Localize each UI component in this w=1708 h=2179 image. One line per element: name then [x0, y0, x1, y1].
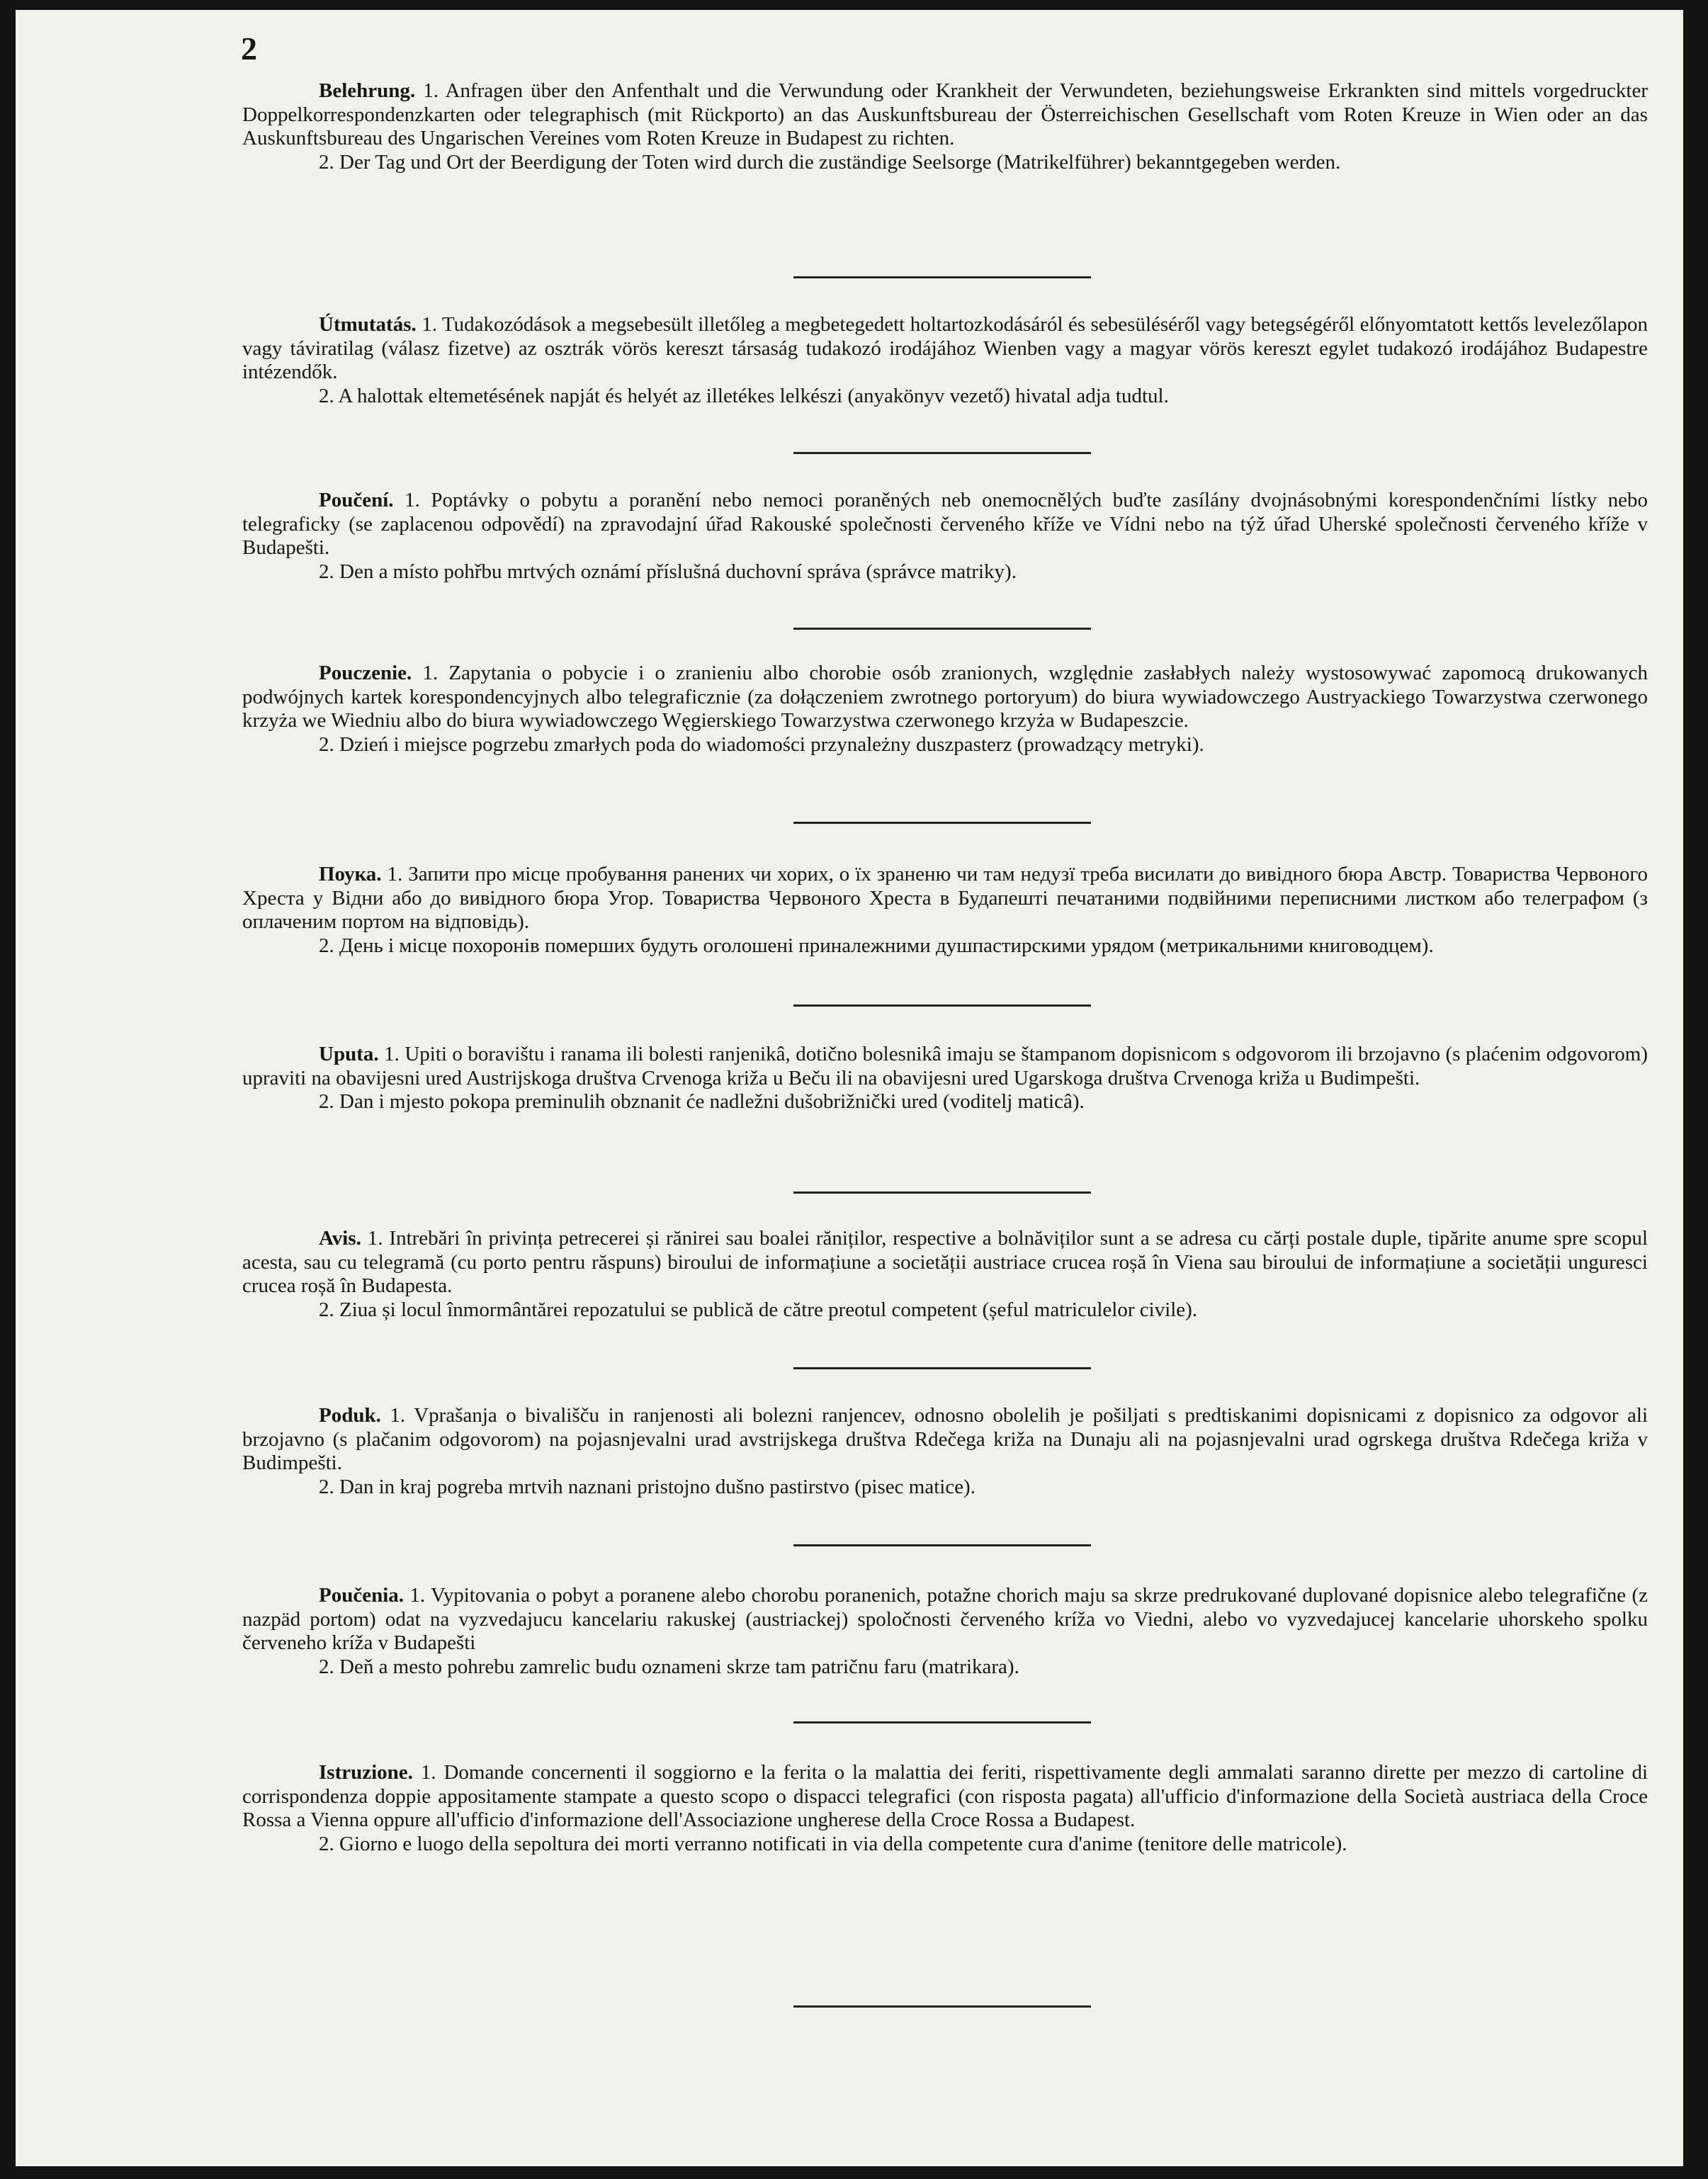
paragraph-1-text: 1. Intrebări în privința petrecerei și rănirei sau boalei răniților, respective a bolnăviților sunt a se adresa cu cărți postale duple, tipărite anume spre scopul acesta, sau cu telegramă (cu porto pentru răspuns) biroului de informațiune a societății austriace crucea roșă în Viena sau biroului de informațiune a societății ungurescі crucea roșă în Budapesta. — [242, 1227, 1648, 1297]
paragraph-2: 2. Dan i mjesto pokopa preminulih obznanit će nadležni dušobrižnički ured (voditelj maticâ). — [319, 1090, 1085, 1113]
paragraph-1 — [242, 1227, 1648, 1298]
page-number: 2 — [241, 30, 257, 67]
section-heading: Istruzione. — [319, 1761, 413, 1784]
paragraph-1-text: 1. Vypitovania o pobyt a poranene alebo chorobu poranenich, potažne chorich maju sa skrze predrukované duplované dopisnice alebo telegrafične (z nazpäd portom) odat na vyzvedajucu kancelariu rakuskej (austriackej) spoločnosti červeného kríža vo Viedni, alebo vo vyzvedajucej kancelarie uhorskeho spolku červeneho kríža v Budapešti — [242, 1584, 1648, 1654]
section-divider — [793, 1544, 1091, 1546]
section-heading: Belehrung. — [319, 79, 416, 102]
section-divider — [793, 1721, 1091, 1724]
section-divider — [793, 2005, 1091, 2008]
paragraph-1 — [242, 1584, 1648, 1656]
section-romanian — [242, 1227, 1648, 1322]
section-polish — [242, 662, 1648, 757]
paragraph-1 — [242, 662, 1648, 733]
section-heading: Uputa. — [319, 1043, 379, 1065]
section-slovak — [242, 1584, 1648, 1679]
paragraph-2: 2. Giorno e luogo della sepoltura dei morti verranno notificati in via della competente cura d'anime (tenitore delle matricole). — [319, 1832, 1347, 1855]
paragraph-1-text: 1. Domande concernenti il soggiorno e la ferita o la malattia dei feriti, rispettivamente degli ammalati saranno dirette per mezzo di cartoline di corrispondenza doppie appositamente stampate a questo scopo o dispacci telegrafici (con risposta pagata) all'ufficio d'informazione della Società austriaca della Croce Rossa a Vienna oppure all'ufficio d'informazione dell'Associazione ungherese della Croce Rossa a Budapest. — [242, 1761, 1648, 1831]
paragraph-1-text: 1. Tudakozódások a megsebesült illetőleg a megbetegedett holtartozkodásáról és sebesüléséről vagy betegségéről előnyomtatott kettős levelezőlapon vagy táviratilag (válasz fizetve) az osztrák vörös kereszt társaság tudakozó irodájához Wienben vagy a magyar vörös kereszt egylet tudakozó irodájához Budapestre intézendők. — [242, 313, 1648, 383]
section-heading: Поука. — [319, 863, 382, 885]
paragraph-1-text: 1. Upiti o boravištu i ranama ili bolesti ranjenikâ, dotično bolesnikâ imaju se štampanom dopisnicom s odgovorom ili brzojavno (s plaćenim odgovorom) upraviti na obavijesni ured Austrijskoga društva Crvenoga križa u Beču ili na obavijesni ured Ugarskoga društva Crvenoga križa u Budimpešti. — [242, 1043, 1648, 1090]
paragraph-1 — [242, 79, 1648, 151]
section-heading: Pouczenie. — [319, 662, 412, 684]
section-hungarian — [242, 313, 1648, 408]
section-divider — [793, 822, 1091, 824]
paragraph-1 — [242, 1043, 1648, 1090]
paragraph-2: 2. Den a místo pohřbu mrtvých oznámí příslušná duchovní správa (správce matriky). — [319, 560, 1017, 583]
paragraph-1 — [242, 863, 1648, 934]
paragraph-1-text: 1. Anfragen über den Anfenthalt und die Verwundung oder Krankheit der Verwundeten, beziehungsweise Erkrankten sind mittels vorgedruckter Doppelkorrespondenzkarten oder telegraphisch (mit Rückporto) an das Auskunftsbureau der Österreichischen Gesellschaft vom Roten Kreuze in Wien oder an das Auskunftsbureau des Ungarischen Vereines vom Roten Kreuze in Budapest zu richten. — [242, 79, 1648, 149]
section-german — [242, 79, 1648, 174]
section-italian — [242, 1761, 1648, 1856]
section-divider — [793, 1192, 1091, 1194]
paragraph-1 — [242, 1761, 1648, 1833]
section-heading: Poučenia. — [319, 1584, 405, 1607]
section-ukrainian — [242, 863, 1648, 958]
paragraph-2: 2. Ziua și locul înmormântărei repozatului se publică de către preotul competent (șeful matriculelor civile). — [319, 1298, 1198, 1321]
paragraph-2: 2. A halottak eltemetésének napját és helyét az illetékes lelkészi (anyakönyv vezető) hivatal adja tudtul. — [319, 384, 1169, 407]
section-slovene — [242, 1404, 1648, 1499]
paragraph-1-text: 1. Запити про місце пробування ранених чи хорих, о їх зраненю чи там недузї треба висилати до вивідного бюра Австр. Товариства Червоного Хреста у Відни або до вивідного бюра Угор. Товариства Червоного Хреста в Будапешті печатаними подвійними переписними листком або телеграфом (з оплаченим портом на відповідь). — [242, 863, 1648, 933]
section-divider — [793, 276, 1091, 278]
section-divider — [793, 1004, 1091, 1007]
section-divider — [793, 628, 1091, 630]
section-heading: Útmutatás. — [319, 313, 417, 336]
paragraph-2: 2. День і місце похоронів померших будуть оголошені приналежними душпастирскими урядом (метрикальними книговодцем). — [319, 934, 1434, 957]
section-heading: Poučení. — [319, 489, 394, 511]
paragraph-1-text: 1. Poptávky o pobytu a poranění nebo nemoci poraněných neb onemocnělých buďte zasílány dvojnásobnými korespondenčními lístky nebo telegraficky (se zaplacenou odpovědí) na zpravodajní úřad Rakouské společnosti červeného kříže ve Vídni nebo na týž úřad Uherské společnosti červeného kříže v Budapešti. — [242, 489, 1648, 559]
paragraph-2: 2. Dzień i miejsce pogrzebu zmarłych poda do wiadomości przynależny duszpasterz (prowadzący metryki). — [319, 732, 1204, 756]
section-divider — [793, 452, 1091, 454]
section-heading: Avis. — [319, 1227, 361, 1250]
paragraph-2: 2. Der Tag und Ort der Beerdigung der Toten wird durch die zuständige Seelsorge (Matrikelführer) bekanntgegeben werden. — [319, 150, 1341, 174]
section-heading: Poduk. — [319, 1404, 381, 1427]
document-page — [16, 10, 1683, 2166]
section-czech — [242, 489, 1648, 584]
paragraph-2: 2. Deň a mesto pohrebu zamrelic budu oznameni skrze tam patričnu faru (matrikara). — [319, 1655, 1019, 1678]
paragraph-1 — [242, 313, 1648, 385]
section-croatian — [242, 1043, 1648, 1114]
paragraph-1 — [242, 489, 1648, 560]
paragraph-1-text: 1. Vprašanja o bivališču in ranjenosti ali bolezni ranjencev, odnosno obolelih je pošiljati s predtiskanimi dopisnicami z dopisnico za odgovor ali brzojavno (s plačanim odgovorom) na pojasnjevalni urad avstrijskega društva Rdečega križa na Dunaju ali na pojasnjevalni urad ogrskega društva Rdečega križa v Budimpešti. — [242, 1404, 1648, 1474]
section-divider — [793, 1367, 1091, 1369]
paragraph-2: 2. Dan in kraj pogreba mrtvih naznani pristojno dušno pastirstvo (pisec matice). — [319, 1475, 975, 1498]
paragraph-1 — [242, 1404, 1648, 1476]
paragraph-1-text: 1. Zapytania o pobycie i o zranieniu albo chorobie osób zranionych, względnie zasłabłych należy wystosowywać zapomocą drukowanych podwójnych kartek korespondencyjnych albo telegraficznie (za dołączeniem zwrotnego portoryum) do biura wywiadowczego Austryackiego Towarzystwa czerwonego krzyża we Wiedniu albo do biura wywiadowczego Węgierskiego Towarzystwa czerwonego krzyża w Budapeszcie. — [242, 662, 1648, 732]
